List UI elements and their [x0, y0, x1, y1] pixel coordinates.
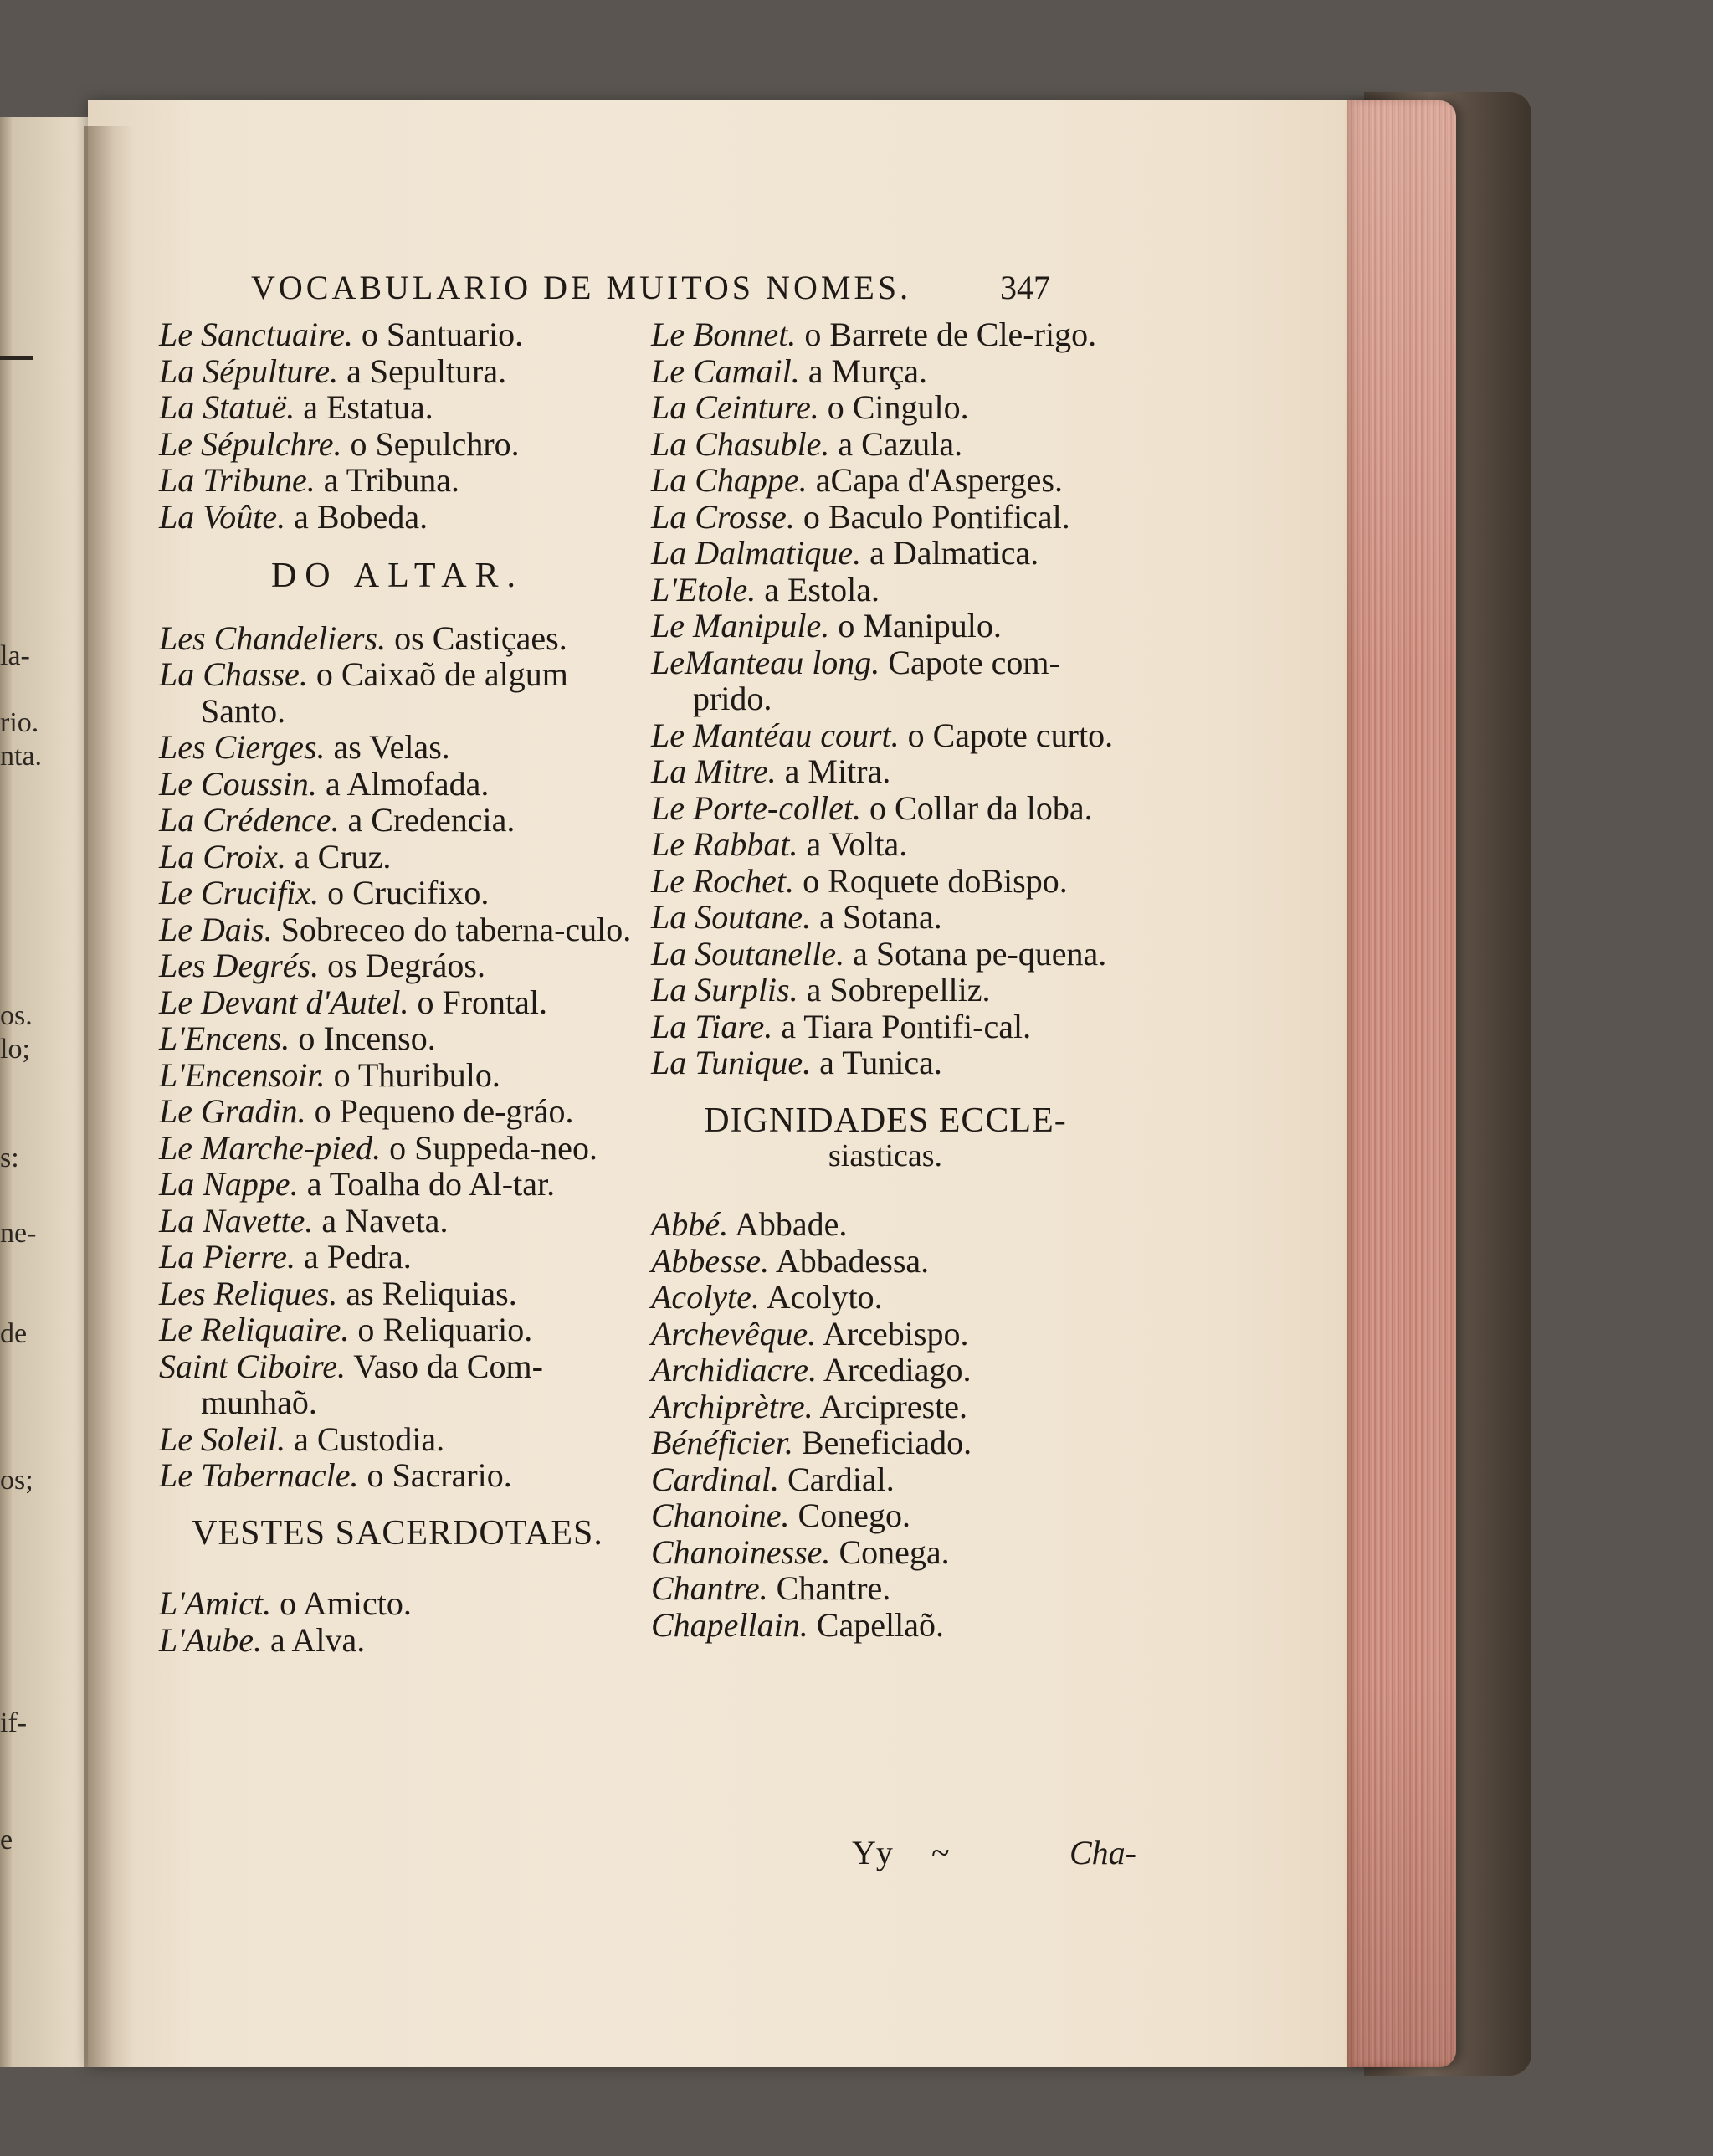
- portuguese-term: o Amicto.: [280, 1584, 412, 1622]
- vocab-entry: [159, 462, 636, 499]
- french-term: Les Degrés.: [159, 947, 320, 984]
- vocab-entry: [159, 729, 636, 766]
- portuguese-term: aCapa d'Asperges.: [815, 461, 1063, 499]
- french-term: Archevêque.: [651, 1314, 817, 1353]
- vocab-entry: [159, 620, 636, 657]
- french-term: La Surplis.: [651, 971, 798, 1009]
- portuguese-term: a Pedra.: [303, 1238, 412, 1276]
- portuguese-term: a Cruz.: [294, 837, 392, 875]
- french-term: Les Reliques.: [159, 1274, 338, 1312]
- french-term: La Tiare.: [651, 1007, 773, 1045]
- portuguese-term: o Baculo Pontifical.: [803, 497, 1070, 536]
- french-term: Archiprètre.: [651, 1387, 813, 1425]
- portuguese-term: o Santuario.: [361, 316, 524, 353]
- portuguese-term: a Murça.: [808, 352, 927, 390]
- portuguese-term: o Collar da loba.: [869, 788, 1093, 827]
- portuguese-term: o Manipulo.: [838, 607, 1002, 644]
- vocab-entry: [159, 1585, 636, 1622]
- entry-list: [651, 316, 1120, 1081]
- vocab-entry: [651, 1424, 1120, 1461]
- vocab-entry: [159, 839, 636, 875]
- french-term: Le Gradin.: [159, 1092, 306, 1130]
- signature-mark: Yy: [852, 1834, 893, 1871]
- vocab-entry: [651, 535, 1120, 572]
- vocab-entry: [651, 899, 1120, 936]
- french-term: Saint Ciboire.: [159, 1347, 346, 1385]
- french-term: La Crosse.: [651, 497, 795, 536]
- facing-fragment: s:: [0, 1142, 19, 1173]
- french-term: Le Soleil.: [159, 1419, 286, 1458]
- french-term: Le Rochet.: [651, 861, 795, 900]
- vocab-entry: [651, 353, 1120, 390]
- portuguese-term: a Tunica.: [819, 1044, 942, 1081]
- vocab-entry: [159, 875, 636, 911]
- portuguese-term: a Toalha do Al-tar.: [306, 1165, 556, 1203]
- french-term: La Chappe.: [651, 461, 808, 499]
- french-term: Chantre.: [651, 1569, 768, 1607]
- french-term: La Tunique.: [651, 1044, 812, 1081]
- vocab-entry: [651, 1206, 1120, 1243]
- french-term: Chanoine.: [651, 1496, 790, 1534]
- facing-fragment: ne-: [0, 1218, 37, 1249]
- portuguese-term: Sobreceo do taberna-culo.: [280, 910, 632, 948]
- portuguese-term: o Barrete de Cle-rigo.: [804, 316, 1097, 353]
- french-term: Le Devant d'Autel.: [159, 983, 409, 1021]
- vocab-entry: [651, 462, 1120, 499]
- french-term: La Voûte.: [159, 497, 286, 536]
- vocab-entry: [651, 1279, 1120, 1316]
- french-term: Le Manipule.: [651, 607, 830, 644]
- french-term: La Mitre.: [651, 752, 777, 790]
- catchword: Cha-: [1069, 1834, 1136, 1871]
- portuguese-term: Acolyto.: [766, 1278, 883, 1316]
- french-term: Acolyte.: [651, 1278, 760, 1316]
- french-term: L'Encensoir.: [159, 1055, 326, 1094]
- portuguese-term: o Frontal.: [417, 983, 548, 1021]
- portuguese-term: Capellaõ.: [816, 1605, 944, 1644]
- portuguese-term: a Credencia.: [347, 801, 515, 839]
- facing-page-edge: [0, 117, 12, 2067]
- vocab-entry: [159, 1203, 636, 1240]
- portuguese-term: a Cazula.: [838, 424, 963, 463]
- portuguese-term: a Estola.: [764, 570, 880, 608]
- portuguese-term: Capote com-prido.: [693, 643, 1060, 717]
- vocab-entry: [651, 1461, 1120, 1498]
- portuguese-term: o Sacrario.: [367, 1456, 512, 1494]
- vocab-entry: [159, 353, 636, 390]
- french-term: Le Reliquaire.: [159, 1311, 350, 1348]
- french-term: Le Rabbat.: [651, 825, 798, 863]
- vocab-entry: [159, 656, 636, 729]
- facing-fragment: lo;: [0, 1034, 30, 1065]
- french-term: Le Marche-pied.: [159, 1128, 382, 1167]
- french-term: Chanoinesse.: [651, 1532, 831, 1571]
- portuguese-term: a Almofada.: [325, 764, 490, 803]
- facing-fragment: e: [0, 1825, 13, 1856]
- french-term: La Chasuble.: [651, 424, 830, 463]
- portuguese-term: os Degráos.: [327, 947, 485, 984]
- french-term: La Ceinture.: [651, 388, 819, 426]
- vocab-entry: [651, 608, 1120, 644]
- portuguese-term: Abbadessa.: [775, 1241, 930, 1280]
- portuguese-term: a Tribuna.: [323, 461, 459, 499]
- section-heading-main: DIGNIDADES ECCLE-: [704, 1101, 1067, 1140]
- portuguese-term: a Custodia.: [294, 1419, 445, 1458]
- french-term: Le Crucifix.: [159, 874, 320, 911]
- facing-fragment: rio.: [0, 707, 39, 738]
- french-term: Le Tabernacle.: [159, 1456, 359, 1494]
- vocab-entry: [651, 1009, 1120, 1045]
- portuguese-term: Abbade.: [734, 1205, 848, 1243]
- french-term: L'Etole.: [651, 570, 756, 608]
- left-column: [159, 316, 636, 1658]
- portuguese-term: a Estatua.: [303, 388, 433, 426]
- vocab-entry: [159, 1276, 636, 1312]
- vocab-entry: [159, 1421, 636, 1458]
- french-term: La Pierre.: [159, 1238, 295, 1276]
- portuguese-term: o Reliquario.: [357, 1311, 533, 1348]
- vocab-entry: [651, 753, 1120, 790]
- section-heading: [651, 1103, 1120, 1173]
- facing-fragment: if-: [0, 1707, 28, 1738]
- vocab-entry: [159, 389, 636, 426]
- vocab-entry: [159, 1057, 636, 1094]
- french-term: Bénéficier.: [651, 1424, 793, 1461]
- vocab-entry: [159, 316, 636, 353]
- french-term: La Sépulture.: [159, 352, 339, 390]
- french-term: Le Camail.: [651, 352, 800, 390]
- portuguese-term: o Sepulchro.: [350, 424, 520, 463]
- entry-list: [159, 620, 636, 1494]
- vocab-entry: [159, 1239, 636, 1276]
- portuguese-term: Arcipreste.: [819, 1387, 968, 1425]
- vocab-entry: [651, 972, 1120, 1009]
- vocab-entry: [651, 1045, 1120, 1081]
- vocab-entry: [651, 826, 1120, 863]
- vocab-entry: [651, 1352, 1120, 1389]
- french-term: Les Cierges.: [159, 728, 326, 766]
- portuguese-term: o Suppeda-neo.: [389, 1128, 597, 1167]
- portuguese-term: a Naveta.: [321, 1201, 449, 1240]
- portuguese-term: a Sotana pe-quena.: [853, 934, 1107, 973]
- portuguese-term: a Sobrepelliz.: [806, 971, 991, 1009]
- portuguese-term: o Thuribulo.: [333, 1055, 500, 1094]
- french-term: Le Coussin.: [159, 764, 317, 803]
- french-term: La Chasse.: [159, 655, 308, 693]
- entry-list: [651, 1206, 1120, 1643]
- vocab-entry: [159, 1622, 636, 1659]
- vocab-entry: [159, 1457, 636, 1494]
- french-term: La Crédence.: [159, 801, 340, 839]
- portuguese-term: Conego.: [798, 1496, 910, 1534]
- vocab-entry: [159, 802, 636, 839]
- portuguese-term: o Capote curto.: [907, 716, 1114, 754]
- french-term: Chapellain.: [651, 1605, 808, 1644]
- portuguese-term: a Mitra.: [784, 752, 891, 790]
- french-term: L'Encens.: [159, 1019, 290, 1057]
- portuguese-term: a Dalmatica.: [869, 534, 1039, 572]
- facing-fragment: os;: [0, 1465, 33, 1496]
- vocab-entry: [651, 316, 1120, 353]
- vocab-entry: [159, 499, 636, 536]
- vocab-entry: [651, 790, 1120, 827]
- portuguese-term: o Caixaõ de algum Santo.: [201, 655, 568, 730]
- page-number: 347: [1000, 269, 1050, 306]
- french-term: Les Chandeliers.: [159, 619, 387, 657]
- vocab-entry: [159, 1312, 636, 1348]
- facing-fragment: nta.: [0, 741, 43, 772]
- french-term: Abbesse.: [651, 1241, 770, 1280]
- facing-dash: [0, 356, 33, 360]
- portuguese-term: os Castiçaes.: [394, 619, 567, 657]
- portuguese-term: Arcebispo.: [823, 1314, 969, 1353]
- vocab-entry: [159, 1166, 636, 1203]
- french-term: Le Porte-collet.: [651, 788, 862, 827]
- french-term: La Soutanelle.: [651, 934, 845, 973]
- portuguese-term: a Sepultura.: [346, 352, 507, 390]
- portuguese-term: o Crucifixo.: [327, 874, 490, 911]
- french-term: Cardinal.: [651, 1460, 779, 1498]
- portuguese-term: a Bobeda.: [294, 497, 428, 536]
- portuguese-term: Conega.: [839, 1532, 950, 1571]
- french-term: Le Bonnet.: [651, 316, 797, 353]
- footer-ornament: ~: [931, 1834, 950, 1871]
- vocab-entry: [159, 1130, 636, 1167]
- portuguese-term: a Alva.: [270, 1620, 366, 1659]
- vocab-entry: [651, 426, 1120, 463]
- french-term: La Dalmatique.: [651, 534, 862, 572]
- french-term: La Croix.: [159, 837, 286, 875]
- facing-fragment: la-: [0, 640, 30, 671]
- french-term: L'Amict.: [159, 1584, 272, 1622]
- vocab-entry: [159, 984, 636, 1021]
- vocab-entry: [159, 766, 636, 803]
- french-term: Abbé.: [651, 1205, 729, 1243]
- portuguese-term: o Pequeno de-gráo.: [314, 1092, 574, 1130]
- french-term: L'Aube.: [159, 1620, 262, 1659]
- portuguese-term: o Incenso.: [298, 1019, 436, 1057]
- entry-list: [159, 316, 636, 535]
- vocab-entry: [651, 1316, 1120, 1353]
- page-edges-shade: [1347, 100, 1456, 2067]
- french-term: La Soutane.: [651, 898, 812, 936]
- vocab-entry: [159, 1348, 636, 1421]
- vocab-entry: [651, 572, 1120, 608]
- portuguese-term: as Reliquias.: [346, 1274, 517, 1312]
- portuguese-term: as Velas.: [333, 728, 450, 766]
- running-title: VOCABULARIO DE MUITOS NOMES.: [251, 269, 912, 306]
- gutter-shadow: [84, 126, 134, 2067]
- french-term: Le Sépulchre.: [159, 424, 342, 463]
- vocab-entry: [651, 389, 1120, 426]
- facing-fragment: os.: [0, 1000, 33, 1031]
- vocab-entry: [651, 644, 1120, 717]
- vocab-entry: [651, 499, 1120, 536]
- french-term: La Nappe.: [159, 1165, 299, 1203]
- french-term: La Statuë.: [159, 388, 295, 426]
- section-heading: DO ALTAR.: [270, 557, 525, 595]
- portuguese-term: Arcediago.: [823, 1351, 972, 1389]
- portuguese-term: a Tiara Pontifi-cal.: [781, 1007, 1032, 1045]
- running-header: [251, 268, 1071, 307]
- portuguese-term: o Roquete doBispo.: [803, 861, 1068, 900]
- vocab-entry: [159, 1020, 636, 1057]
- vocab-entry: [651, 1389, 1120, 1425]
- french-term: La Navette.: [159, 1201, 314, 1240]
- facing-fragment: de: [0, 1318, 28, 1349]
- french-term: LeManteau long.: [651, 643, 880, 681]
- vocab-entry: [651, 1534, 1120, 1571]
- vocab-entry: [651, 1497, 1120, 1534]
- portuguese-term: Beneficiado.: [801, 1424, 972, 1461]
- vocab-entry: [159, 426, 636, 463]
- portuguese-term: Cardial.: [787, 1460, 895, 1498]
- french-term: La Tribune.: [159, 461, 315, 499]
- vocab-entry: [159, 1093, 636, 1130]
- vocab-entry: [651, 863, 1120, 900]
- section-heading: VESTES SACERDOTAES.: [192, 1513, 603, 1553]
- portuguese-term: Vaso da Com-munhaõ.: [201, 1347, 543, 1421]
- french-term: Le Dais.: [159, 910, 273, 948]
- vocab-entry: [651, 936, 1120, 973]
- right-column: [651, 316, 1120, 1643]
- french-term: Le Sanctuaire.: [159, 316, 353, 353]
- portuguese-term: o Cingulo.: [827, 388, 969, 426]
- vocab-entry: [651, 717, 1120, 754]
- portuguese-term: a Sotana.: [819, 898, 942, 936]
- french-term: Archidiacre.: [651, 1351, 818, 1389]
- french-term: Le Mantéau court.: [651, 716, 900, 754]
- vocab-entry: [651, 1607, 1120, 1644]
- vocab-entry: [651, 1243, 1120, 1280]
- portuguese-term: a Volta.: [806, 825, 908, 863]
- entry-list: [159, 1585, 636, 1658]
- portuguese-term: Chantre.: [776, 1569, 891, 1607]
- vocab-entry: [651, 1570, 1120, 1607]
- section-heading-sub: siasticas.: [828, 1138, 943, 1173]
- vocab-entry: [159, 947, 636, 984]
- vocab-entry: [159, 911, 636, 948]
